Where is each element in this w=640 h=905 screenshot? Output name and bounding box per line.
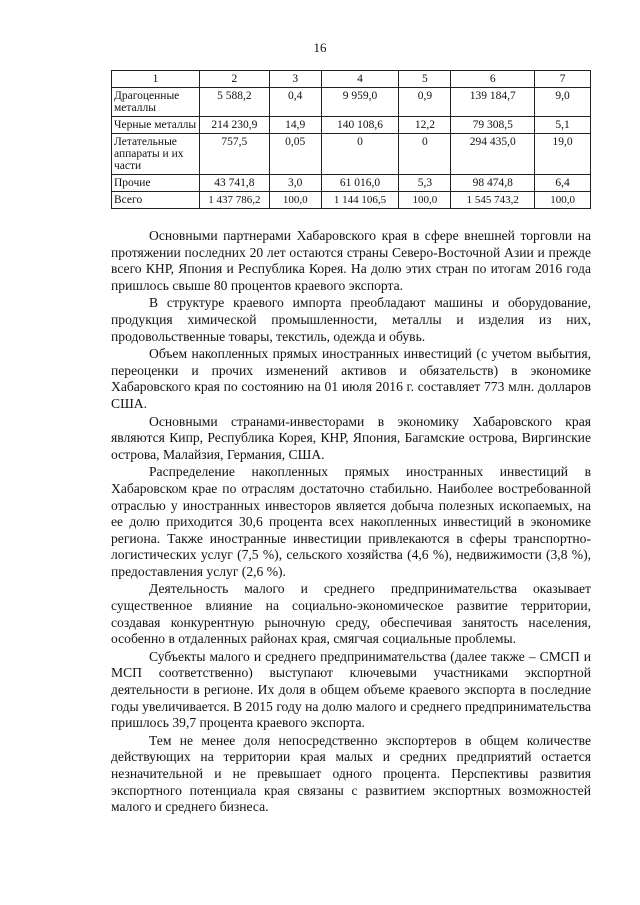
table-cell: 214 230,9: [199, 117, 269, 134]
table-cell: 139 184,7: [451, 88, 535, 117]
table-cell: 1 437 786,2: [199, 192, 269, 209]
table-cell: 1 144 106,5: [321, 192, 399, 209]
table-row: [112, 175, 591, 192]
table-cell: 5,3: [399, 175, 451, 192]
table-cell: 19,0: [535, 134, 591, 175]
table-cell: 12,2: [399, 117, 451, 134]
paragraph: Основными странами-инвесторами в экономику Хабаровского края являются Кипр, Республика Корея, КНР, Япония, Багамские острова, Виргинские острова, Малайзия, Германия, США.: [111, 413, 591, 462]
table-cell: 757,5: [199, 134, 269, 175]
table-cell: 0: [321, 134, 399, 175]
row-label: Черные металлы: [112, 117, 200, 134]
paragraph: Распределение накопленных прямых иностранных инвестиций в Хабаровском крае по отраслям достаточно стабильно. Наиболее востребованной отраслью у иностранных инвесторов является добыча полезных ископаемых, на ее долю приходится 30,6 процента всех накопленных инвестиций в экономике региона. Также иностранные инвестиции привлекаются в сферы транспортно-логистических услуг (7,5 %), сельского хозяйства (4,6 %), недвижимости (3,8 %), предоставления услуг (2,6 %).: [111, 464, 591, 579]
table-cell: 100,0: [269, 192, 321, 209]
table-cell: 3,0: [269, 175, 321, 192]
table-header-cell: 6: [451, 71, 535, 88]
body-text: [111, 228, 591, 817]
table-cell: 9 959,0: [321, 88, 399, 117]
table-cell: 98 474,8: [451, 175, 535, 192]
table-cell: 6,4: [535, 175, 591, 192]
table-cell: 5 588,2: [199, 88, 269, 117]
table-row: [112, 134, 591, 175]
paragraph: Основными партнерами Хабаровского края в сфере внешней торговли на протяжении последних 20 лет остаются страны Северо-Восточной Азии и прежде всего КНР, Япония и Республика Корея. На долю этих стран по итогам 2016 года пришлось свыше 80 процентов краевого экспорта.: [111, 228, 591, 293]
table-header-cell: 5: [399, 71, 451, 88]
table-cell: 79 308,5: [451, 117, 535, 134]
table-cell: 0: [399, 134, 451, 175]
row-label: Прочие: [112, 175, 200, 192]
table-cell: 0,05: [269, 134, 321, 175]
paragraph: Субъекты малого и среднего предпринимательства (далее также – СМСП и МСП соответственно) выступают ключевыми участниками экспортной деятельности в регионе. Их доля в общем объеме краевого экспорта в последние годы увеличивается. В 2015 году на долю малого и среднего предпринимательства пришлось 39,7 процента краевого экспорта.: [111, 648, 591, 731]
table-cell: 100,0: [535, 192, 591, 209]
table-header-cell: 4: [321, 71, 399, 88]
paragraph: Деятельность малого и среднего предпринимательства оказывает существенное влияние на социально-экономическое развитие территории, создавая конкурентную рыночную среду, обеспечивая занятость населения, особенно в отдаленных районах края, смягчая социальные проблемы.: [111, 581, 591, 647]
table-header-cell: 2: [199, 71, 269, 88]
table-cell: 0,4: [269, 88, 321, 117]
table-cell: 5,1: [535, 117, 591, 134]
table-row: [112, 117, 591, 134]
paragraph: Объем накопленных прямых иностранных инвестиций (с учетом выбытия, переоценки и прочих изменений активов и обязательств) в экономике Хабаровского края по состоянию на 01 июля 2016 г. составляет 773 млн. долларов США.: [111, 346, 591, 411]
table-cell: 43 741,8: [199, 175, 269, 192]
table-cell: 294 435,0: [451, 134, 535, 175]
page-number: 16: [313, 40, 327, 55]
table-header-row: [112, 71, 591, 88]
row-label: Всего: [112, 192, 200, 209]
row-label: Драгоценные металлы: [112, 88, 200, 117]
table-row: [112, 88, 591, 117]
table-cell: 61 016,0: [321, 175, 399, 192]
paragraph: В структуре краевого импорта преобладают машины и оборудование, продукция химической промышленности, металлы и изделия из них, продовольственные товары, текстиль, одежда и обувь.: [111, 295, 591, 344]
table-cell: 1 545 743,2: [451, 192, 535, 209]
table-cell: 100,0: [399, 192, 451, 209]
table-header-cell: 1: [112, 71, 200, 88]
export-table: [111, 70, 591, 209]
row-label: Летательные аппараты и их части: [112, 134, 200, 175]
table-cell: 14,9: [269, 117, 321, 134]
table-cell: 0,9: [399, 88, 451, 117]
table-cell: 9,0: [535, 88, 591, 117]
paragraph: Тем не менее доля непосредственно экспортеров в общем количестве действующих на территории края малых и средних предприятий остается незначительной и не превышает одного процента. Перспективы развития экспортного потенциала края связаны с развитием экспортных возможностей малого и среднего бизнеса.: [111, 732, 591, 815]
table-header-cell: 7: [535, 71, 591, 88]
table-header-cell: 3: [269, 71, 321, 88]
table-row-total: [112, 192, 591, 209]
table-cell: 140 108,6: [321, 117, 399, 134]
